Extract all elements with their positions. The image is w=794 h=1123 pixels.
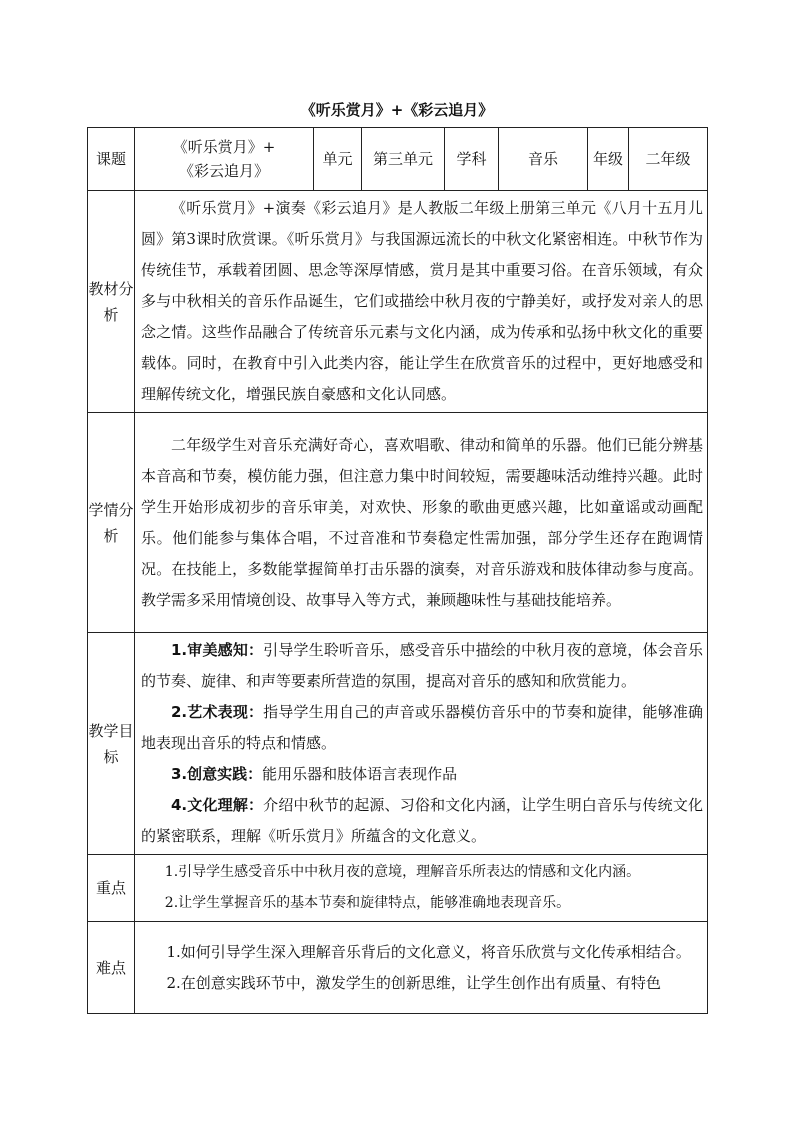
grade-label: 年级 (588, 128, 629, 191)
subject-value: 音乐 (499, 128, 588, 191)
goal-item: 4.文化理解：介绍中秋节的起源、习俗和文化内涵，让学生明白音乐与传统文化的紧密联系，理解《听乐赏月》所蕴含的文化意义。 (141, 796, 703, 845)
unit-value: 第三单元 (362, 128, 445, 191)
goal-item: 1.审美感知：引导学生聆听音乐，感受音乐中描绘的中秋月夜的意境，体会音乐的节奏、旋律、和声等要素所营造的氛围，提高对音乐的感知和欣赏能力。 (141, 641, 703, 690)
textbook-analysis-text: 《听乐赏月》+演奏《彩云追月》是人教版二年级上册第三单元《八月十五月儿圆》第3课时欣赏课。《听乐赏月》与我国源远流长的中秋文化紧密相连。中秋节作为传统佳节，承载着团圆、思念等深厚情感，赏月是其中重要习俗。在音乐领域，有众多与中秋相关的音乐作品诞生，它们或描绘中秋月夜的宁静美好，或抒发对亲人的思念之情。这些作品融合了传统音乐元素与文化内涵，成为传承和弘扬中秋文化的重要载体。同时，在教育中引入此类内容，能让学生在欣赏音乐的过程中，更好地感受和理解传统文化，增强民族自豪感和文化认同感。 (141, 199, 703, 403)
key-points-row (88, 855, 708, 922)
subject-label: 学科 (445, 128, 499, 191)
textbook-label: 教材分析 (88, 191, 135, 413)
key-point-item: 1.引导学生感受音乐中中秋月夜的意境，理解音乐所表达的情感和文化内涵。 (164, 864, 641, 880)
key-points-label: 重点 (88, 855, 135, 922)
textbook-row (88, 191, 708, 413)
lesson-plan-table (87, 127, 708, 1014)
goals-row (88, 633, 708, 855)
goals-label: 教学目标 (88, 633, 135, 855)
document-title: 《听乐赏月》+《彩云追月》 (300, 101, 494, 119)
difficulties-label: 难点 (88, 922, 135, 1014)
header-row (88, 128, 708, 191)
difficulty-item: 2.在创意实践环节中，激发学生的创新思维，让学生创作出有质量、有特色 (166, 973, 661, 992)
key-point-item: 2.让学生掌握音乐的基本节奏和旋律特点，能够准确地表现音乐。 (164, 895, 571, 911)
grade-value: 二年级 (629, 128, 708, 191)
students-label: 学情分析 (88, 413, 135, 633)
student-analysis-text: 二年级学生对音乐充满好奇心，喜欢唱歌、律动和简单的乐器。他们已能分辨基本音高和节奏，模仿能力强，但注意力集中时间较短，需要趣味活动维持兴趣。此时学生开始形成初步的音乐审美，对欢快、形象的歌曲更感兴趣，比如童谣或动画配乐。他们能参与集体合唱，不过音准和节奏稳定性需加强，部分学生还存在跑调情况。在技能上，多数能掌握简单打击乐器的演奏，对音乐游戏和肢体律动参与度高。教学需多采用情境创设、故事导入等方式，兼顾趣味性与基础技能培养。 (141, 435, 703, 609)
goal-item: 2.艺术表现：指导学生用自己的声音或乐器模仿音乐中的节奏和旋律，能够准确地表现出音乐的特点和情感。 (141, 703, 703, 752)
course-value: 《听乐赏月》+《彩云追月》 (135, 128, 314, 191)
difficulty-item: 1.如何引导学生深入理解音乐背后的文化意义，将音乐欣赏与文化传承相结合。 (166, 942, 691, 961)
course-label: 课题 (88, 128, 135, 191)
students-row (88, 413, 708, 633)
goal-item: 3.创意实践：能用乐器和肢体语言表现作品 (171, 765, 458, 783)
unit-label: 单元 (314, 128, 362, 191)
difficulties-row (88, 922, 708, 1014)
